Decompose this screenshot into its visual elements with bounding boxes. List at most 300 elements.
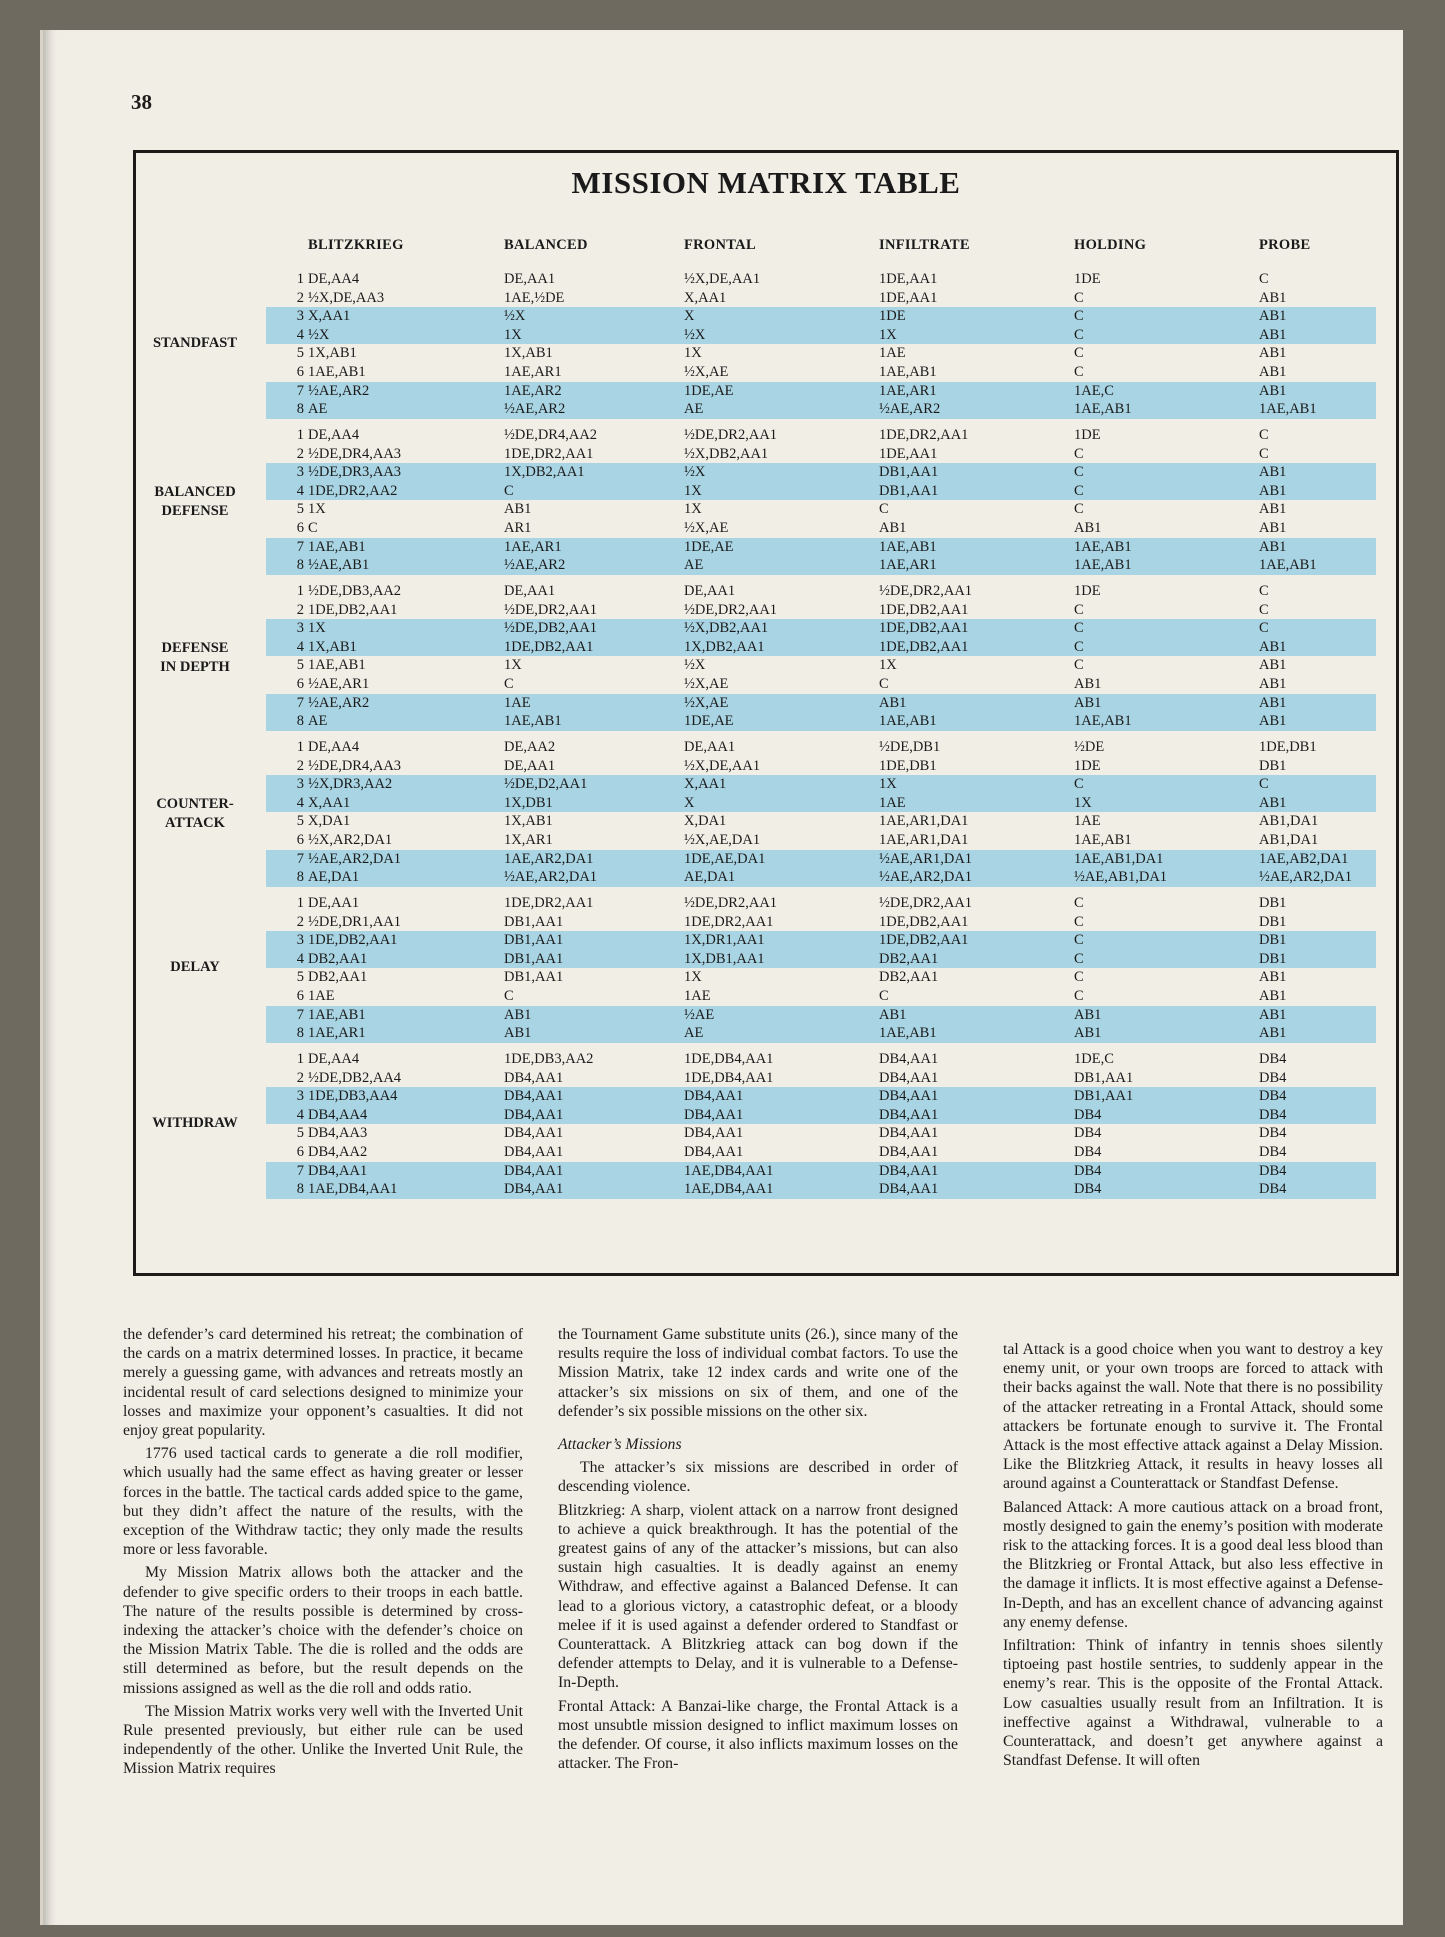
result-cell: DB1,AA1 (879, 482, 939, 499)
result-cell: 1X (879, 657, 897, 674)
column-header: BALANCED (504, 237, 588, 253)
result-cell: ½AE,AR2 (308, 694, 370, 711)
die-roll-number: 5 (296, 657, 304, 674)
result-cell: ½X,DE,AA3 (308, 289, 385, 306)
result-cell: X,AA1 (684, 289, 727, 306)
result-cell: C (1074, 620, 1084, 637)
result-cell: 1X,DB1,AA1 (684, 950, 765, 967)
result-cell: DB4,AA1 (504, 1125, 564, 1142)
result-cell: ½X,DB2,AA1 (684, 445, 769, 462)
result-cell: 1AE,AR1 (879, 557, 937, 574)
die-roll-number: 6 (296, 1144, 304, 1160)
defender-mission-label: STANDFAST (152, 335, 238, 352)
result-cell: AE (684, 1025, 704, 1042)
row-band (266, 694, 1376, 731)
result-cell: ½X,AE (684, 364, 729, 380)
result-cell: 1DE (1074, 271, 1101, 287)
die-roll-number: 7 (296, 1006, 304, 1023)
result-cell: 1AE,AB1 (1074, 713, 1132, 730)
result-cell: C (1074, 445, 1084, 462)
result-cell: ½X (684, 326, 706, 343)
result-cell: 1X,AB1 (308, 345, 357, 362)
result-cell: DB4 (1259, 1106, 1287, 1123)
result-cell: DE,AA1 (504, 583, 556, 599)
result-cell: ½DE,DR4,AA3 (308, 757, 402, 774)
result-cell: X,DA1 (684, 813, 727, 830)
result-cell: AB1 (1259, 794, 1287, 811)
die-roll-number: 6 (296, 364, 304, 380)
result-cell: DE,AA1 (504, 757, 556, 774)
result-cell: DB1 (1259, 932, 1287, 949)
result-cell: DB1 (1259, 950, 1287, 967)
result-cell: C (504, 676, 514, 692)
result-cell: C (1074, 950, 1084, 967)
result-cell: DE,AA4 (308, 271, 360, 287)
result-cell: AB1 (1259, 676, 1287, 692)
result-cell: DB4,AA1 (684, 1088, 744, 1105)
die-roll-number: 2 (296, 1069, 304, 1086)
result-cell: 1DE,DB3,AA2 (504, 1051, 594, 1067)
row-band (266, 775, 1376, 812)
result-cell: ½X,AE (684, 676, 729, 692)
die-roll-number: 3 (296, 932, 304, 949)
result-cell: ½DE,D2,AA1 (504, 776, 588, 793)
paragraph: the Tournament Game substitute units (26.), since many of the results require the loss of individual combat factors. To use the Mission Matrix, take 12 index cards and write one of the attacker’s six missions on six of them, and one of the defender’s six possible missions on the other six. (558, 1326, 958, 1420)
result-cell: 1X (879, 776, 897, 793)
die-roll-number: 8 (296, 557, 304, 574)
row-band (266, 1162, 1376, 1199)
result-cell: X,AA1 (308, 794, 351, 811)
result-cell: AB1 (1259, 988, 1287, 1004)
column-header: PROBE (1259, 237, 1311, 253)
result-cell: 1AE (308, 988, 335, 1004)
result-cell: C (504, 988, 514, 1004)
result-cell: 1AE,AB1 (879, 713, 937, 730)
result-cell: DE,AA4 (308, 739, 360, 755)
text-column-1 (123, 1325, 523, 1783)
result-cell: 1AE (879, 345, 906, 362)
result-cell: ½DE (1074, 739, 1105, 755)
result-cell: 1X (684, 345, 702, 362)
result-cell: 1AE,AB1 (1074, 538, 1132, 555)
result-cell: 1DE,DR2,AA1 (504, 895, 594, 911)
result-cell: DB4 (1259, 1051, 1287, 1067)
die-roll-number: 7 (296, 382, 304, 399)
die-roll-number: 3 (296, 620, 304, 637)
result-cell: 1AE,AB1 (879, 1025, 937, 1042)
column-header: INFILTRATE (879, 237, 970, 253)
result-cell: DB4 (1074, 1106, 1102, 1123)
result-cell: 1DE,DB2,AA1 (879, 638, 969, 655)
result-cell: 1AE,AB1 (879, 364, 937, 380)
result-cell: C (504, 482, 514, 499)
result-cell: ½X,AR2,DA1 (308, 832, 393, 848)
result-cell: ½DE,DR2,AA1 (879, 895, 973, 911)
row-band (266, 1087, 1376, 1124)
paragraph: The Mission Matrix works very well with the Inverted Unit Rule presented previously, but either rule can be used independently of the other. Unlike the Inverted Unit Rule, the Mission Matrix requires (123, 1702, 523, 1778)
die-roll-number: 1 (296, 895, 304, 911)
result-cell: 1AE,C (1074, 382, 1114, 399)
result-cell: 1X (308, 501, 326, 518)
result-cell: 1AE,½DE (504, 289, 565, 306)
result-cell: C (1074, 638, 1084, 655)
result-cell: 1X,DR1,AA1 (684, 932, 765, 949)
result-cell: ½DE,DR4,AA2 (504, 427, 598, 443)
result-cell: DB1 (1259, 895, 1287, 911)
paragraph: Frontal Attack: A Banzai-like charge, the Frontal Attack is a most unsubtle mission designed to inflict maximum losses on the defender. Of course, it also inflicts maximum losses on the attacker. The Fron- (558, 1697, 958, 1773)
result-cell: DB4 (1259, 1088, 1287, 1105)
result-cell: AB1 (1074, 1025, 1102, 1042)
result-cell: 1AE,AB1 (879, 538, 937, 555)
result-cell: ½X,AE (684, 520, 729, 536)
die-roll-number: 3 (296, 308, 304, 325)
paragraph: My Mission Matrix allows both the attacker and the defender to give specific orders to their troops in each battle. The nature of the results possible is determined by cross-indexing the attacker’s choice with the defender’s choice on the Mission Matrix Table. The die is rolled and the odds are still determined as before, but the result depends on the missions assigned as well as the die roll and odds ratio. (123, 1564, 523, 1697)
result-cell: DE,AA4 (308, 427, 360, 443)
result-cell: 1X,DB2,AA1 (684, 638, 765, 655)
result-cell: DB4,AA1 (308, 1162, 368, 1179)
result-cell: DB4,AA4 (308, 1106, 368, 1123)
result-cell: C (1259, 427, 1269, 443)
defender-mission-label: BALANCED DEFENSE (154, 483, 236, 519)
mission-matrix-table (133, 150, 1399, 1276)
result-cell: ½X,DE,AA1 (684, 757, 761, 774)
result-cell: 1DE,DB1 (1259, 739, 1317, 755)
result-cell: X (684, 308, 695, 325)
result-cell: C (879, 988, 889, 1004)
result-cell: ½DE,DR4,AA3 (308, 445, 402, 462)
result-cell: 1DE,DB2,AA1 (879, 913, 969, 930)
result-cell: 1AE,AB1 (308, 364, 366, 380)
result-cell: C (1074, 289, 1084, 306)
result-cell: 1AE,AR2 (504, 382, 562, 399)
result-cell: 1AE,AB1 (308, 657, 366, 674)
result-cell: 1X,AR1 (504, 832, 553, 848)
result-cell: AB1 (1259, 308, 1287, 325)
result-cell: AE,DA1 (684, 869, 736, 886)
result-cell: ½DE,DR2,AA1 (879, 583, 973, 599)
result-cell: AB1 (1259, 345, 1287, 362)
result-cell: DB1,AA1 (504, 969, 564, 986)
result-cell: C (1074, 776, 1084, 793)
result-cell: 1DE,DB2,AA1 (879, 620, 969, 637)
result-cell: ½AE,AR2 (504, 401, 566, 418)
result-cell: C (1259, 271, 1269, 287)
row-band (266, 1006, 1376, 1043)
row-band (266, 538, 1376, 575)
result-cell: 1AE,AR1,DA1 (879, 813, 969, 830)
result-cell: DB4,AA1 (684, 1125, 744, 1142)
row-band (266, 307, 1376, 344)
defender-mission-label: DEFENSE IN DEPTH (160, 639, 230, 675)
die-roll-number: 1 (296, 1051, 304, 1067)
result-cell: DB4,AA1 (879, 1051, 939, 1067)
result-cell: AB1 (879, 694, 907, 711)
result-cell: 1DE,AA1 (879, 271, 938, 287)
paragraph: 1776 used tactical cards to generate a die roll modifier, which usually had the same effect as having greater or lesser forces in the battle. The tactical cards added spice to the game, but they didn’t affect the nature of the results, with the exception of the Withdraw tactic; they only made the results more or less favorable. (123, 1445, 523, 1559)
result-cell: ½DE,DR2,AA1 (684, 895, 778, 911)
result-cell: DB4,AA1 (879, 1162, 939, 1179)
paragraph: Balanced Attack: A more cautious attack on a broad front, mostly designed to gain the enemy’s position with moderate risk to the attacking forces. It is a good deal less blood than the Blitzkrieg or Frontal Attack, but also less effective in the damage it inflicts. It is most effective against a Defense-In-Depth, and has an excellent chance of advancing against any enemy defense. (1003, 1498, 1383, 1631)
result-cell: 1DE,DR2,AA2 (308, 482, 398, 499)
paragraph: The attacker’s six missions are described in order of descending violence. (558, 1459, 958, 1496)
result-cell: 1AE (1074, 813, 1101, 830)
result-cell: 1AE,AB1 (1259, 557, 1317, 574)
die-roll-number: 4 (296, 1106, 304, 1123)
result-cell: ½AE,AR1,DA1 (879, 850, 973, 867)
result-cell: DB4 (1259, 1069, 1287, 1086)
result-cell: DB4,AA1 (504, 1106, 564, 1123)
result-cell: 1DE,AA1 (879, 445, 938, 462)
die-roll-number: 7 (296, 850, 304, 867)
result-cell: AB1 (1259, 1025, 1287, 1042)
die-roll-number: 5 (296, 969, 304, 986)
result-cell: 1DE,AE,DA1 (684, 850, 766, 867)
result-cell: ½X (684, 464, 706, 481)
die-roll-number: 5 (296, 813, 304, 830)
result-cell: ½DE,DB2,AA4 (308, 1069, 402, 1086)
result-cell: 1AE,AB2,DA1 (1259, 850, 1349, 867)
result-cell: 1DE,DB4,AA1 (684, 1069, 774, 1086)
result-cell: DB1,AA1 (1074, 1069, 1134, 1086)
die-roll-number: 7 (296, 538, 304, 555)
die-roll-number: 8 (296, 713, 304, 730)
result-cell: DB4,AA1 (504, 1162, 564, 1179)
result-cell: AE (684, 401, 704, 418)
result-cell: DE,AA1 (308, 895, 360, 911)
result-cell: 1DE (1074, 427, 1101, 443)
result-cell: C (1074, 345, 1084, 362)
result-cell: C (1074, 326, 1084, 343)
result-cell: DB2,AA1 (879, 969, 939, 986)
result-cell: 1X (684, 482, 702, 499)
result-cell: DE,AA1 (684, 739, 736, 755)
result-cell: DB2,AA1 (308, 969, 368, 986)
result-cell: 1X,DB2,AA1 (504, 464, 585, 481)
result-cell: DB4,AA1 (879, 1088, 939, 1105)
result-cell: 1DE,DR2,AA1 (504, 445, 594, 462)
result-cell: 1AE,AB1 (308, 1006, 366, 1023)
die-roll-number: 6 (296, 520, 304, 536)
paragraph: Blitzkrieg: A sharp, violent attack on a narrow front designed to achieve a quick breakthrough. It has the potential of the greatest gains of any of the attacker’s missions, but can also sustain high casualties. It is deadly against an enemy Withdraw, and effective against a Balanced Defense. It can lead to a glorious victory, a catastrophic defeat, or a bloody melee if it is used against a defender ordered to Standfast or Counterattack. A Blitzkrieg attack can bog down if the defender attempts to Delay, and it is vulnerable to a Defense-In-Depth. (558, 1501, 958, 1692)
text-column-2 (558, 1325, 958, 1777)
die-roll-number: 4 (296, 482, 304, 499)
result-cell: 1DE,DB4,AA1 (684, 1051, 774, 1067)
paragraph: Infiltration: Think of infantry in tennis shoes silently tiptoeing past hostile sentries, to suddenly appear in the enemy’s rear. This is the opposite of the Frontal Attack. Low casualties usually result from an Infiltration. It is ineffective against a Withdrawal, vulnerable to a Counterattack, and doesn’t get anywhere against a Standfast Defense. It will often (1003, 1637, 1383, 1770)
result-cell: C (1259, 601, 1269, 618)
result-cell: ½DE,DB2,AA1 (504, 620, 598, 637)
result-cell: AB1 (1259, 326, 1287, 343)
result-cell: DB4 (1259, 1181, 1287, 1198)
result-cell: 1X,AB1 (308, 638, 357, 655)
result-cell: C (1074, 969, 1084, 986)
paragraph: the defender’s card determined his retreat; the combination of the cards on a matrix determined losses. In practice, it became merely a guessing game, with advances and retreats mostly an incidental result of card selections designed to minimize your losses and maximize your opponent’s casualties. It did not enjoy great popularity. (123, 1326, 523, 1440)
result-cell: ½DE,DB3,AA2 (308, 583, 402, 599)
result-cell: DB1,AA1 (504, 913, 564, 930)
die-roll-number: 1 (296, 583, 304, 599)
result-cell: DB4,AA1 (879, 1144, 939, 1160)
die-roll-number: 3 (296, 464, 304, 481)
result-cell: 1AE,AB1 (1074, 401, 1132, 418)
result-cell: 1AE,AR1 (504, 364, 562, 380)
result-cell: 1X (504, 326, 522, 343)
result-cell: ½X,DR3,AA2 (308, 776, 393, 793)
result-cell: 1DE,AE (684, 382, 734, 399)
result-cell: AB1 (1259, 694, 1287, 711)
result-cell: 1X,AB1 (504, 345, 553, 362)
result-cell: DB4 (1259, 1144, 1287, 1160)
result-cell: 1DE,DB1 (879, 757, 937, 774)
result-cell: C (1074, 464, 1084, 481)
result-cell: 1X (1074, 794, 1092, 811)
result-cell: 1AE,AR1 (308, 1025, 366, 1042)
result-cell: C (1074, 913, 1084, 930)
result-cell: AB1 (1074, 676, 1102, 692)
defender-mission-label: COUNTER- ATTACK (156, 795, 234, 831)
result-cell: AB1 (504, 1006, 532, 1023)
result-cell: ½AE,AR2,DA1 (504, 869, 598, 886)
result-cell: DB4 (1074, 1181, 1102, 1198)
row-band (266, 619, 1376, 656)
result-cell: C (1074, 657, 1084, 674)
row-band (266, 850, 1376, 887)
result-cell: ½DE,DR2,AA1 (684, 601, 778, 618)
result-cell: C (1259, 776, 1269, 793)
result-cell: C (1074, 482, 1084, 499)
result-cell: AB1 (1259, 364, 1287, 380)
result-cell: ½AE (684, 1006, 715, 1023)
die-roll-number: 2 (296, 757, 304, 774)
result-cell: ½DE,DR2,AA1 (504, 601, 598, 618)
table-title: MISSION MATRIX TABLE (571, 165, 961, 200)
result-cell: C (1074, 501, 1084, 518)
defender-mission-label: WITHDRAW (152, 1115, 238, 1132)
result-cell: C (1074, 601, 1084, 618)
result-cell: ½X,DE,AA1 (684, 271, 761, 287)
result-cell: ½X,DB2,AA1 (684, 620, 769, 637)
die-roll-number: 3 (296, 1088, 304, 1105)
column-header: HOLDING (1074, 237, 1147, 253)
die-roll-number: 5 (296, 501, 304, 518)
text-column-3 (1003, 1340, 1383, 1774)
result-cell: C (1074, 364, 1084, 380)
die-roll-number: 1 (296, 739, 304, 755)
result-cell: 1DE (1074, 757, 1101, 774)
result-cell: 1DE,DB2,AA1 (308, 601, 398, 618)
result-cell: 1DE,DB2,AA1 (504, 638, 594, 655)
result-cell: DB1,AA1 (504, 950, 564, 967)
result-cell: 1AE,AB1 (308, 538, 366, 555)
result-cell: AB1 (1074, 694, 1102, 711)
result-cell: ½DE,DR3,AA3 (308, 464, 402, 481)
die-roll-number: 6 (296, 988, 304, 1004)
result-cell: DB4,AA3 (308, 1125, 368, 1142)
result-cell: AE (308, 401, 328, 418)
result-cell: AE,DA1 (308, 869, 360, 886)
result-cell: C (308, 520, 318, 536)
result-cell: 1DE,DB2,AA1 (879, 932, 969, 949)
result-cell: 1DE,DB2,AA1 (308, 932, 398, 949)
result-cell: 1AE,AB1 (1074, 832, 1132, 848)
result-cell: 1DE,C (1074, 1051, 1114, 1067)
row-band (266, 382, 1376, 419)
result-cell: 1AE,DB4,AA1 (684, 1162, 774, 1179)
defender-mission-label: DELAY (170, 959, 220, 976)
result-cell: 1X,AB1 (504, 813, 553, 830)
result-cell: C (1074, 308, 1084, 325)
result-cell: DE,AA2 (504, 739, 556, 755)
result-cell: AB1 (504, 1025, 532, 1042)
die-roll-number: 2 (296, 601, 304, 618)
result-cell: DE,AA1 (504, 271, 556, 287)
result-cell: 1X (684, 969, 702, 986)
result-cell: C (879, 501, 889, 518)
result-cell: DB4 (1074, 1125, 1102, 1142)
result-cell: AB1 (1074, 1006, 1102, 1023)
result-cell: C (879, 676, 889, 692)
magazine-page (40, 30, 1403, 1925)
result-cell: ½DE,DB1 (879, 739, 941, 755)
result-cell: AB1 (1259, 638, 1287, 655)
result-cell: ½X,AE,DA1 (684, 832, 761, 848)
result-cell: DB4,AA1 (504, 1144, 564, 1160)
result-cell: AB1 (879, 520, 907, 536)
die-roll-number: 2 (296, 289, 304, 306)
result-cell: 1AE,DB4,AA1 (684, 1181, 774, 1198)
result-cell: C (1259, 445, 1269, 462)
result-cell: AB1 (1259, 482, 1287, 499)
die-roll-number: 6 (296, 676, 304, 692)
die-roll-number: 2 (296, 445, 304, 462)
paragraph: tal Attack is a good choice when you want to destroy a key enemy unit, or your own troops are forced to attack with their backs against the wall. Note that there is no possibility of the attacker retreating in a Frontal Attack, should some attackers be fortunate enough to survive it. The Frontal Attack is the most effective attack against a Delay Mission. Like the Blitzkrieg Attack, it results in heavy losses all around against a Counterattack or Standfast Defense. (1003, 1341, 1383, 1493)
result-cell: X,AA1 (684, 776, 727, 793)
result-cell: 1AE,AR2,DA1 (504, 850, 594, 867)
result-cell: AB1 (1259, 289, 1287, 306)
result-cell: C (1074, 895, 1084, 911)
result-cell: 1X (684, 501, 702, 518)
page-number: 38 (131, 90, 152, 114)
result-cell: DB4,AA1 (879, 1069, 939, 1086)
result-cell: X,DA1 (308, 813, 351, 830)
result-cell: 1AE (879, 794, 906, 811)
result-cell: DB4 (1074, 1162, 1102, 1179)
result-cell: DB1,AA1 (879, 464, 939, 481)
result-cell: ½X (308, 326, 330, 343)
result-cell: ½AE,AR2,DA1 (308, 850, 402, 867)
die-roll-number: 2 (296, 913, 304, 930)
result-cell: 1AE,AB1 (1074, 557, 1132, 574)
result-cell: ½AE,AR2,DA1 (879, 869, 973, 886)
result-cell: 1AE,DB4,AA1 (308, 1181, 398, 1198)
result-cell: ½X (504, 308, 526, 325)
die-roll-number: 4 (296, 326, 304, 343)
result-cell: DB4,AA1 (504, 1088, 564, 1105)
result-cell: AB1 (1259, 1006, 1287, 1023)
die-roll-number: 6 (296, 832, 304, 848)
result-cell: DE,AA1 (684, 583, 736, 599)
die-roll-number: 8 (296, 1181, 304, 1198)
result-cell: 1DE,DR2,AA1 (684, 913, 774, 930)
result-cell: ½AE,AB1 (308, 557, 370, 574)
result-cell: DB1,AA1 (504, 932, 564, 949)
die-roll-number: 1 (296, 427, 304, 443)
result-cell: DB4,AA1 (684, 1106, 744, 1123)
result-cell: 1DE,AE (684, 538, 734, 555)
result-cell: DB4,AA1 (879, 1106, 939, 1123)
result-cell: 1DE,DR2,AA1 (879, 427, 969, 443)
result-cell: 1X (308, 620, 326, 637)
result-cell: 1AE,AR1,DA1 (879, 832, 969, 848)
result-cell: ½DE,DR1,AA1 (308, 913, 402, 930)
